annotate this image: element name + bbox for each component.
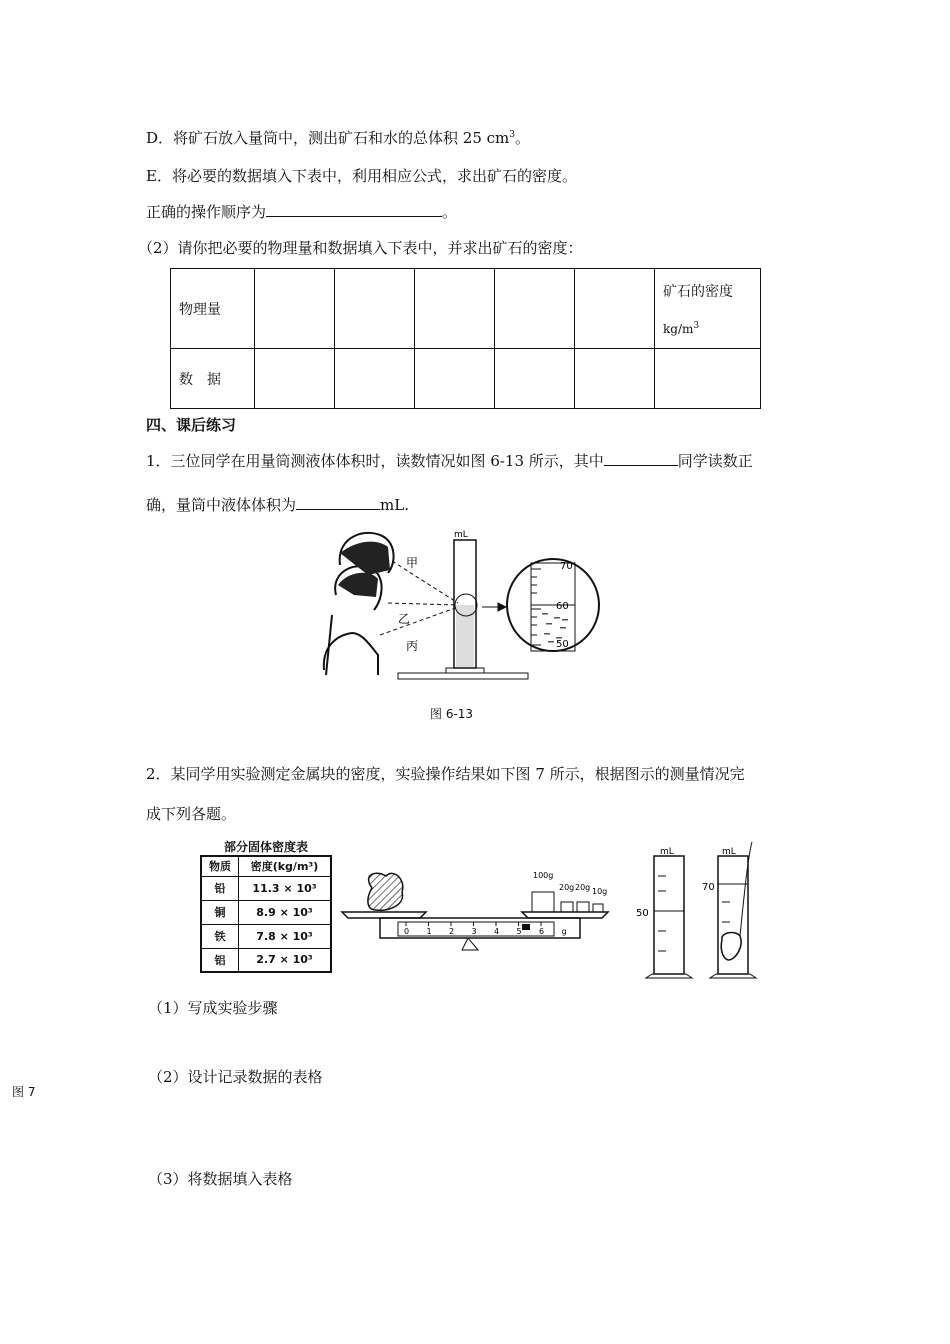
scale-tick-label: 2 (449, 927, 455, 936)
head-bottom-icon (324, 633, 378, 675)
row-label-quantity: 物理量 (171, 269, 255, 349)
table-cell[interactable] (495, 349, 575, 409)
density-col-value: 密度(kg/m³) (239, 856, 332, 876)
scale-tick-label: 5 (516, 927, 522, 936)
subquestion-2: （2）设计记录数据的表格 (148, 1068, 323, 1086)
table-row (171, 349, 761, 409)
tick-70: 70 (560, 561, 573, 572)
cylinder-unit: mL (454, 530, 468, 540)
tick-50: 50 (556, 639, 569, 650)
left-pan (342, 912, 426, 918)
q1-student-blank[interactable] (604, 451, 678, 466)
step-d-end: 。 (515, 129, 531, 147)
step-d-sup: 3 (509, 130, 516, 140)
q2-line2: 成下列各题。 (146, 805, 237, 823)
density-value: 7.8 × 10³ (239, 924, 332, 948)
table-cell[interactable] (575, 349, 655, 409)
substance-name: 铁 (201, 924, 239, 948)
order-label: 正确的操作顺序为 (146, 203, 267, 221)
step-e: E．将必要的数据填入下表中，利用相应公式，求出矿石的密度。 (146, 167, 577, 185)
q1-text-a: 1．三位同学在用量筒测液体体积时，读数情况如图 6-13 所示，其中 (146, 452, 604, 470)
label-bing: 丙 (406, 639, 419, 653)
right-pan (522, 912, 608, 918)
table-row (171, 269, 761, 349)
cyl1-unit: mL (660, 847, 674, 857)
order-end: 。 (442, 203, 458, 221)
table-cell[interactable] (575, 269, 655, 349)
table-cell[interactable] (335, 269, 415, 349)
figure-6-13 (318, 525, 608, 685)
step-d-text: D．将矿石放入量筒中，测出矿石和水的总体积 25 cm (146, 129, 510, 147)
order-answer-blank[interactable] (266, 202, 442, 217)
metal-block-icon (368, 873, 403, 910)
cyl2-unit: mL (722, 847, 736, 857)
weight-label: 20g (559, 883, 575, 892)
scale-tick-label: 3 (471, 927, 477, 936)
density-col-substance: 物质 (201, 856, 239, 876)
row-label-data: 数 据 (171, 349, 255, 409)
substance-name: 铝 (201, 948, 239, 972)
q1-volume-blank[interactable] (296, 495, 380, 510)
table-cell[interactable] (495, 269, 575, 349)
substance-name: 铅 (201, 876, 239, 900)
q2-line1: 2．某同学用实验测定金属块的密度，实验操作结果如下图 7 所示，根据图示的测量情况完 (146, 765, 745, 783)
label-jia: 甲 (406, 556, 419, 570)
balance-figure (336, 840, 626, 960)
density-value: 2.7 × 10³ (239, 948, 332, 972)
weight-label: 100g (533, 871, 554, 880)
weight-label: 10g (592, 887, 608, 896)
table-cell[interactable] (335, 349, 415, 409)
submerged-block-icon (721, 933, 741, 960)
table-cell[interactable] (655, 349, 761, 409)
density-value: 8.9 × 10³ (239, 900, 332, 924)
weight-100g (532, 892, 554, 912)
balance-beam (380, 918, 580, 938)
scale-tick-label: g (561, 927, 567, 936)
step-d (146, 127, 530, 148)
scale-tick-label: 6 (539, 927, 545, 936)
density-value: 11.3 × 10³ (239, 876, 332, 900)
cylinder-with-block (718, 856, 748, 974)
scale-tick-label: 0 (404, 927, 410, 936)
q1-line2 (146, 494, 409, 515)
order-line (146, 201, 457, 222)
cylinders-figure (636, 836, 786, 986)
density-header-text: 矿石的密度 (663, 284, 733, 300)
table-cell[interactable] (415, 349, 495, 409)
scale-tick-label: 1 (426, 927, 432, 936)
q1-text-d: mL. (380, 496, 409, 514)
quantity-table (170, 268, 761, 409)
question-2-prompt: （2）请你把必要的物理量和数据填入下表中，并求出矿石的密度： (138, 239, 583, 257)
tick-60: 60 (556, 601, 569, 612)
table-cell[interactable] (255, 269, 335, 349)
scale-tick-label: 4 (494, 927, 500, 936)
figure-7-label: 图 7 (12, 1085, 36, 1099)
section-title: 四、课后练习 (146, 416, 237, 434)
density-table-title: 部分固体密度表 (223, 840, 308, 854)
table-cell[interactable] (415, 269, 495, 349)
table-base (398, 673, 528, 679)
cylinder-water (654, 856, 684, 974)
cyl1-mark: 50 (636, 908, 649, 919)
cyl2-mark: 70 (702, 882, 715, 893)
q1-text-b: 同学读数正 (677, 452, 753, 470)
q1-line1 (146, 450, 753, 471)
rider (522, 924, 530, 930)
subquestion-1: （1）写成实验步骤 (148, 999, 278, 1017)
density-reference-table (200, 838, 332, 973)
q1-text-c: 确，量筒中液体体积为 (146, 496, 297, 514)
density-header-cell (655, 269, 761, 349)
figure-6-13-caption: 图 6-13 (430, 707, 474, 721)
subquestion-3: （3）将数据填入表格 (148, 1170, 293, 1188)
table-cell[interactable] (255, 349, 335, 409)
density-unit: $kg/m^3$ (663, 321, 700, 336)
substance-name: 铜 (201, 900, 239, 924)
label-yi: 乙 (398, 612, 411, 626)
weight-label: 20g (575, 883, 591, 892)
